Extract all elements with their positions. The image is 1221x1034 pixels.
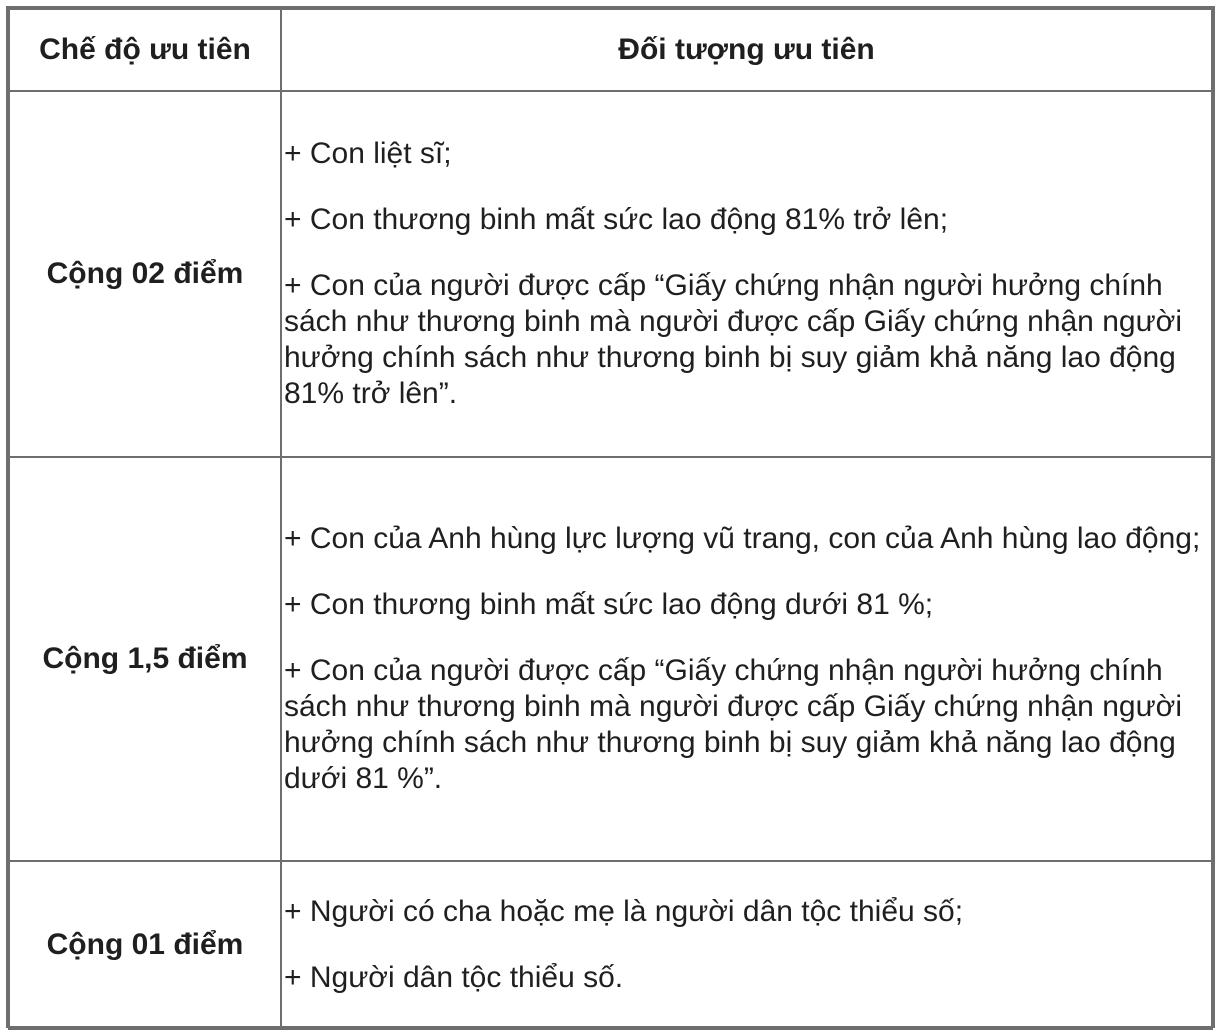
header-target: Đối tượng ưu tiên (281, 9, 1212, 91)
table-row (9, 91, 1212, 457)
target-item: + Con thương binh mất sức lao động 81% trở lên; (284, 203, 949, 236)
target-item: + Con liệt sĩ; (284, 137, 452, 170)
table-row (9, 861, 1212, 1029)
mode-cell: Cộng 02 điểm (9, 91, 281, 457)
priority-table (8, 8, 1213, 1030)
priority-table-frame (6, 6, 1215, 1028)
target-cell (281, 91, 1212, 457)
target-item: + Người có cha hoặc mẹ là người dân tộc thiểu số; (284, 895, 964, 928)
target-cell (281, 457, 1212, 861)
mode-cell: Cộng 01 điểm (9, 861, 281, 1029)
target-item: + Con của người được cấp “Giấy chứng nhận người hưởng chính sách như thương binh mà người được cấp Giấy chứng nhận người hưởng chính sách như thương binh bị suy giảm khả năng lao động dưới 81 %”. (284, 654, 1182, 795)
mode-cell: Cộng 1,5 điểm (9, 457, 281, 861)
header-mode: Chế độ ưu tiên (9, 9, 281, 91)
table-header-row (9, 9, 1212, 91)
target-item: + Con của Anh hùng lực lượng vũ trang, con của Anh hùng lao động; (284, 522, 1201, 555)
target-cell (281, 861, 1212, 1029)
target-item: + Người dân tộc thiểu số. (284, 961, 624, 994)
target-item: + Con thương binh mất sức lao động dưới 81 %; (284, 588, 934, 621)
table-row (9, 457, 1212, 861)
target-item: + Con của người được cấp “Giấy chứng nhận người hưởng chính sách như thương binh mà người được cấp Giấy chứng nhận người hưởng chính sách như thương binh bị suy giảm khả năng lao động 81% trở lên”. (284, 269, 1182, 410)
